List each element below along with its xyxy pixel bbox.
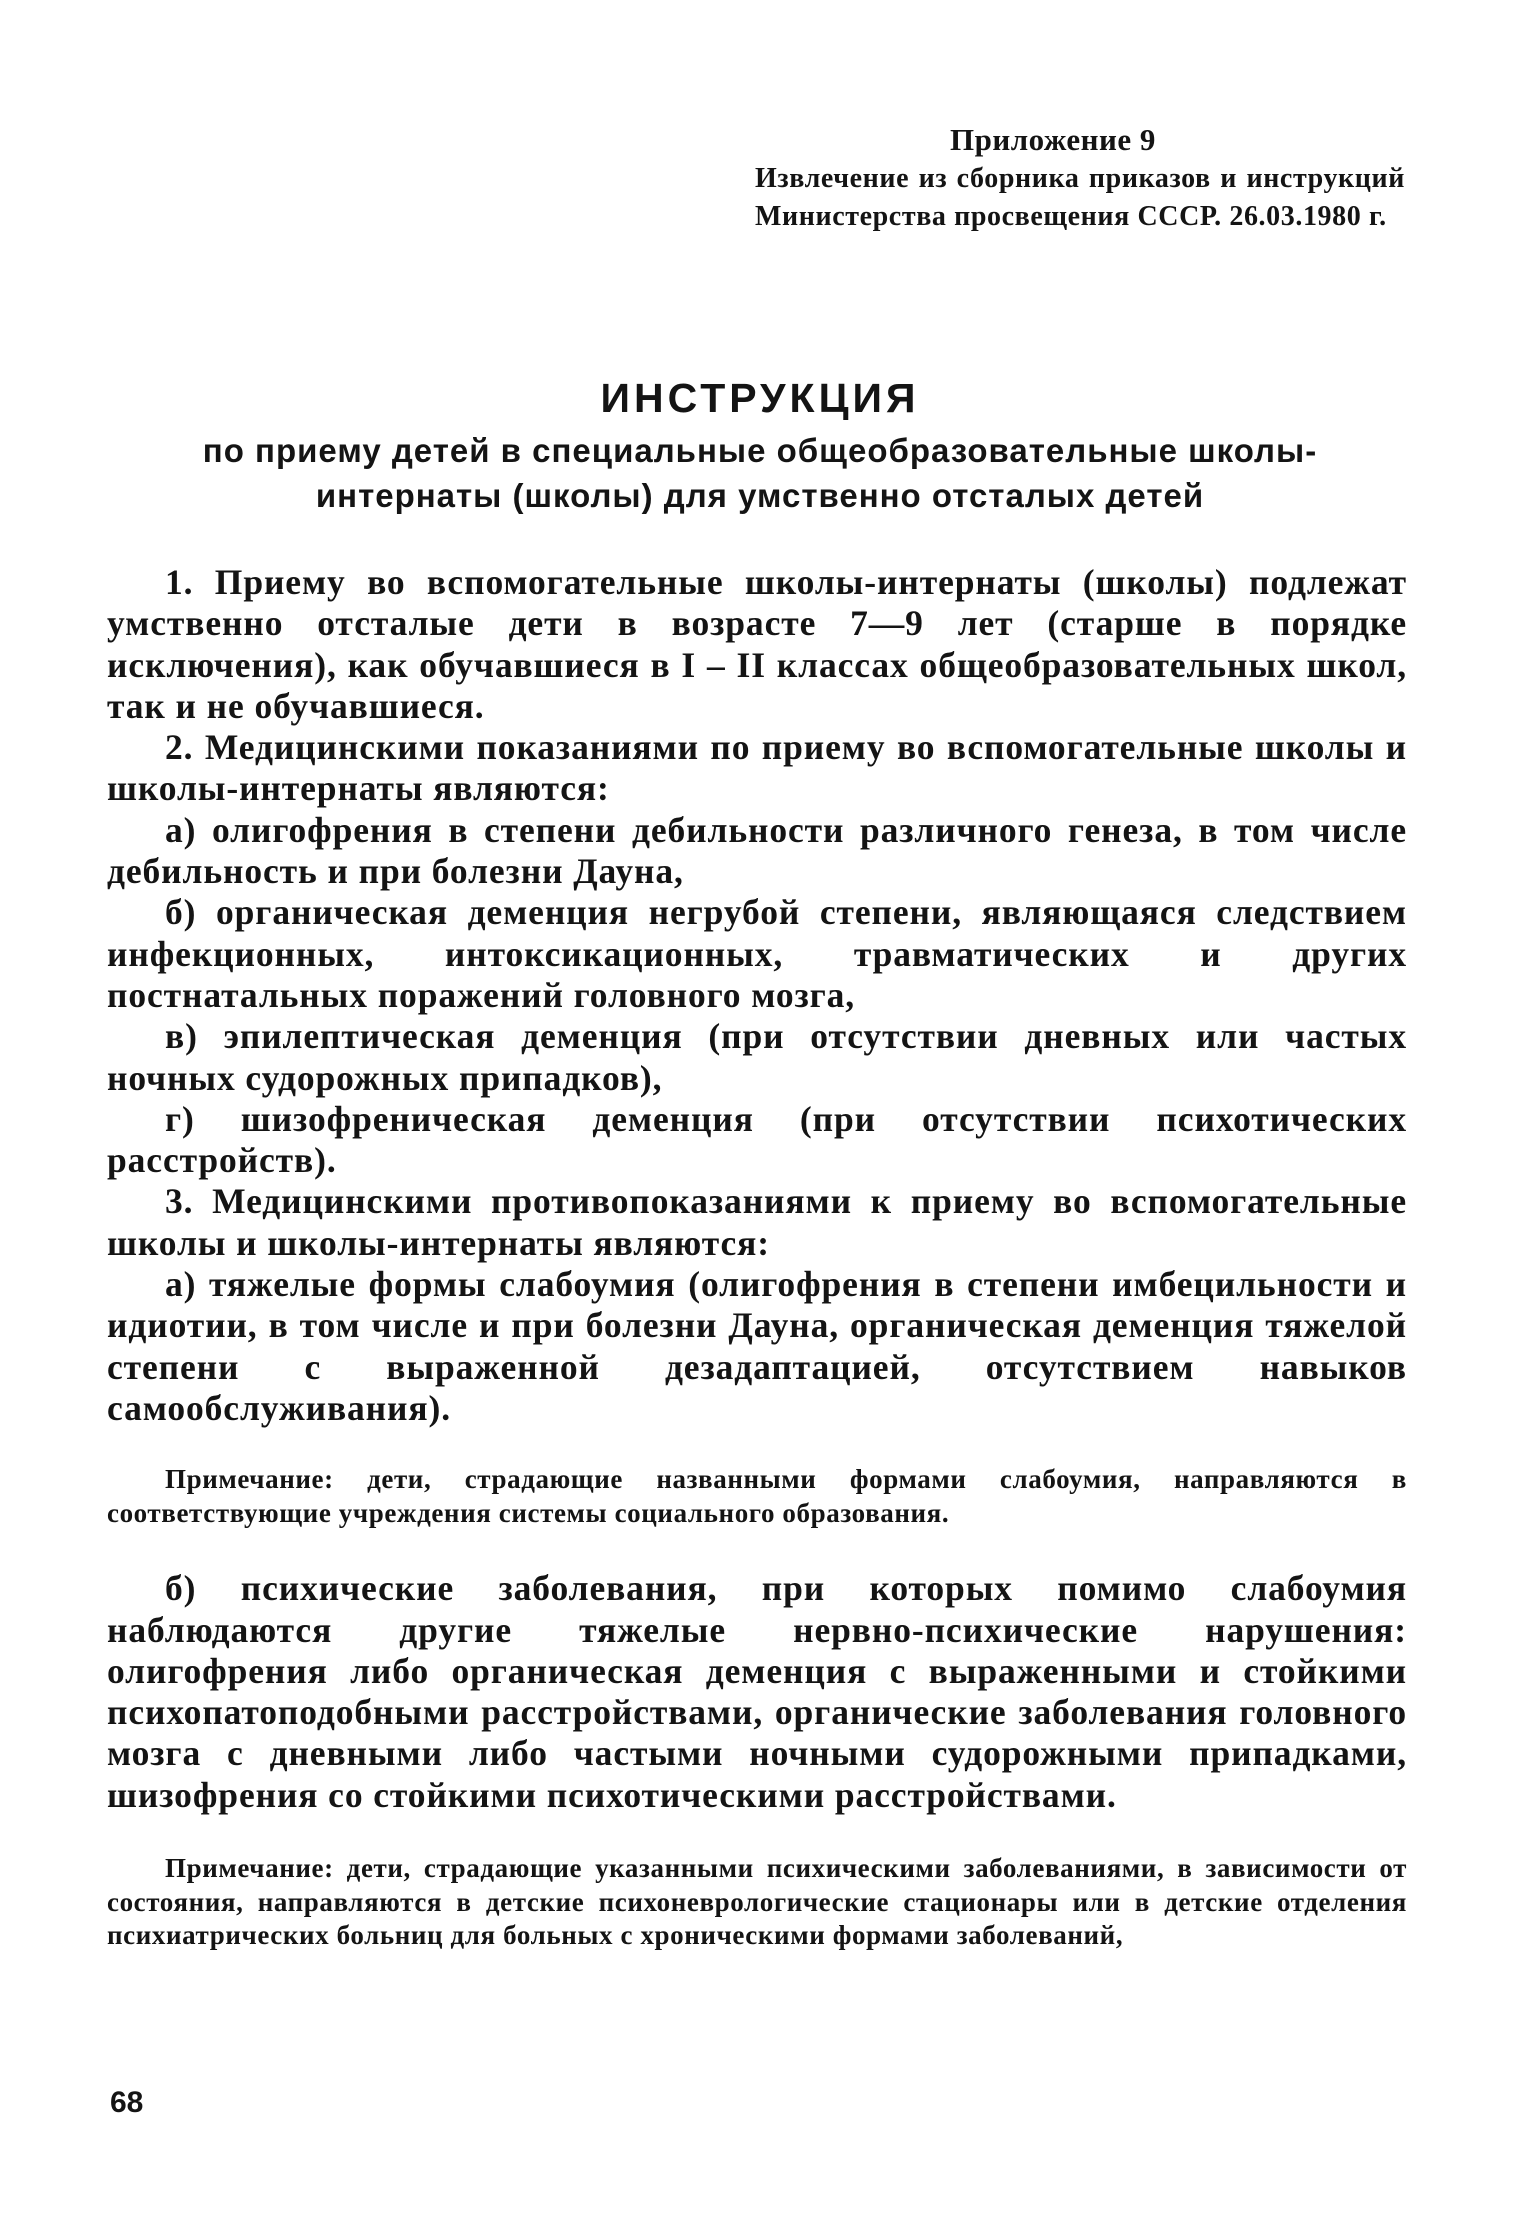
paragraph-2c: в) эпилептическая деменция (при отсутствии дневных или частых ночных судорожных припадков), (107, 1016, 1407, 1098)
paragraph-1: 1. Приему во вспомогательные школы-интернаты (школы) подлежат умственно отсталые дети в возрасте 7—9 лет (старше в порядке исключения), как обучавшиеся в I – II классах общеобразовательных школ, так и не обучавшиеся. (107, 562, 1407, 726)
note-1-text: дети, страдающие названными формами слабоумия, направляются в соответствующие учреждения системы социального образования. (107, 1464, 1407, 1528)
note-2 (107, 1852, 1407, 1953)
paragraph-2a: а) олигофрения в степени дебильности различного генеза, в том числе дебильность и при болезни Дауна, (107, 809, 1407, 892)
note-1-label: Примечание: (165, 1464, 334, 1495)
paragraph-2d: г) шизофреническая деменция (при отсутствии психотических расстройств). (107, 1098, 1407, 1181)
title-block (100, 372, 1420, 518)
instruction-body (107, 562, 1407, 1953)
page-number: 68 (110, 2086, 144, 2119)
paragraph-2: 2. Медицинскими показаниями по приему во вспомогательные школы и школы-интернаты являются: (107, 727, 1407, 809)
note-1 (107, 1463, 1407, 1530)
paragraph-3b: б) психические заболевания, при которых помимо слабоумия наблюдаются другие тяжелые нервно-психические нарушения: олигофрения либо органическая деменция с выраженными и стойкими психопатоподобными расстройствами, органические заболевания головного мозга с дневными либо частыми ночными судорожными припадками, шизофрения со стойкими психотическими расстройствами. (107, 1568, 1407, 1815)
paragraph-3a: а) тяжелые формы слабоумия (олигофрения в степени имбецильности и идиотии, в том числе и при болезни Дауна, органическая деменция тяжелой степени с выраженной дезадаптацией, отсутствием навыков самообслуживания). (107, 1264, 1407, 1428)
paragraph-3: 3. Медицинскими противопоказаниями к приему во вспомогательные школы и школы-интернаты являются: (107, 1181, 1407, 1263)
appendix-header (755, 120, 1405, 236)
appendix-source-note: Извлечение из сборника приказов и инструкций Министерства просвещения СССР. 26.03.1980 г. (755, 163, 1405, 232)
paragraph-2b: б) органическая деменция негрубой степени, являющаяся следствием инфекционных, интоксикационных, травматических и других постнатальных поражений головного мозга, (107, 892, 1407, 1015)
note-2-text: дети, страдающие указанными психическими заболеваниями, в зависимости от состояния, направляются в детские психоневрологические стационары или в детские отделения психиатрических больниц для больных с хроническими формами заболеваний, (107, 1853, 1407, 1951)
document-subtitle: по приему детей в специальные общеобразовательные школы-интернаты (школы) для умственно отсталых детей (202, 432, 1318, 514)
appendix-label: Приложение 9 (950, 122, 1156, 157)
document-title: ИНСТРУКЦИЯ (600, 375, 920, 421)
note-2-label: Примечание: (165, 1853, 334, 1884)
